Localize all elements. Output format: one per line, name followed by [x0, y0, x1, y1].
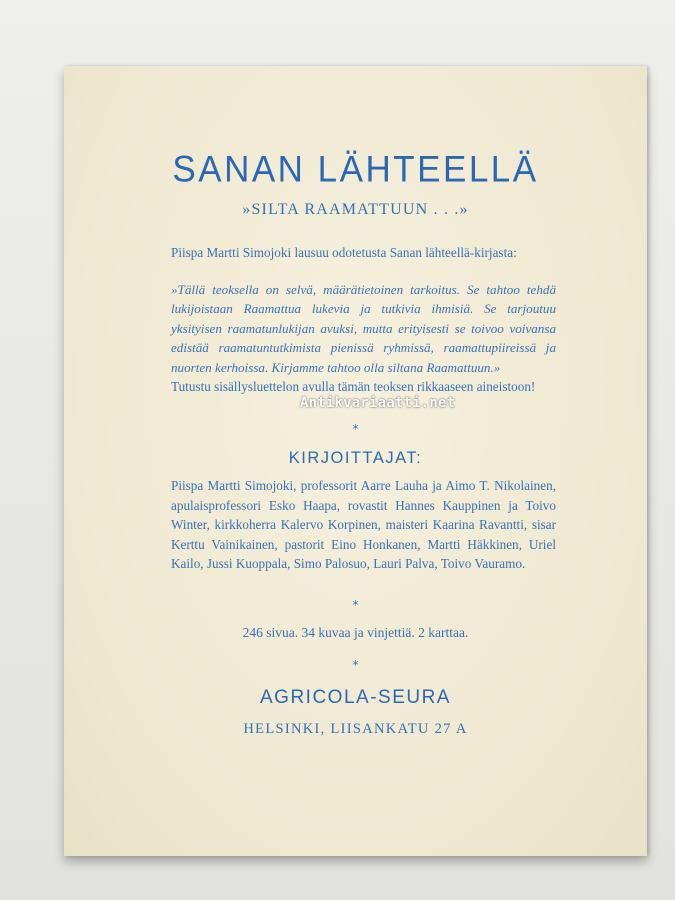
authors-heading: KIRJOITTAJAT: [288, 449, 423, 467]
publisher-address: HELSINKI, LIISANKATU 27 A [243, 721, 468, 737]
book-subtitle: »SILTA RAAMATTUUN . . .» [242, 201, 469, 218]
quote-paragraph: »Tällä teoksella on selvä, määrätietoinen tarkoitus. Se tahtoo tehdä lukijoistaan Raamattua lukevia ja tutkivia ihmisiä. Se tarjoutuu yksityisen raamatunlukijan avuksi, mutta erityisesti se toivoo voivansa edistää raamatuntutkimista pienissä ryhmissä, raamattupiireissä ja nuorten kerhoissa. Kirjamme tahtoo olla siltana Raamattuun.» [171, 282, 556, 375]
publisher-name: AGRICOLA-SEURA [260, 687, 451, 708]
book-back-cover [64, 66, 647, 856]
separator-star: * [352, 658, 359, 672]
separator-star: * [352, 598, 359, 612]
book-title: SANAN LÄHTEELLÄ [172, 149, 539, 190]
authors-paragraph: Piispa Martti Simojoki, professorit Aarre Lauha ja Aimo T. Nikolainen, apulaisprofessori Esko Haapa, rovastit Hannes Kauppinen ja Toivo Winter, kirkkoherra Kalervo Korpinen, maisteri Kaarina Ravantti, sisar Kerttu Vainikainen, pastorit Eino Honkanen, Martti Häkkinen, Uriel Kailo, Jussi Kuoppala, Simo Palosuo, Lauri Palva, Toivo Vauramo. [171, 478, 556, 572]
contents-note-paragraph: Tutustu sisällysluettelon avulla tämän teoksen rikkaaseen aineistoon! [171, 379, 536, 394]
intro-paragraph: Piispa Martti Simojoki lausuu odotetusta Sanan lähteellä-kirjasta: [171, 245, 517, 260]
watermark-text: Antikvariaatti.net [300, 395, 456, 411]
page-count-info: 246 sivua. 34 kuvaa ja vinjettiä. 2 karttaa. [242, 625, 469, 640]
separator-star: * [352, 422, 359, 436]
